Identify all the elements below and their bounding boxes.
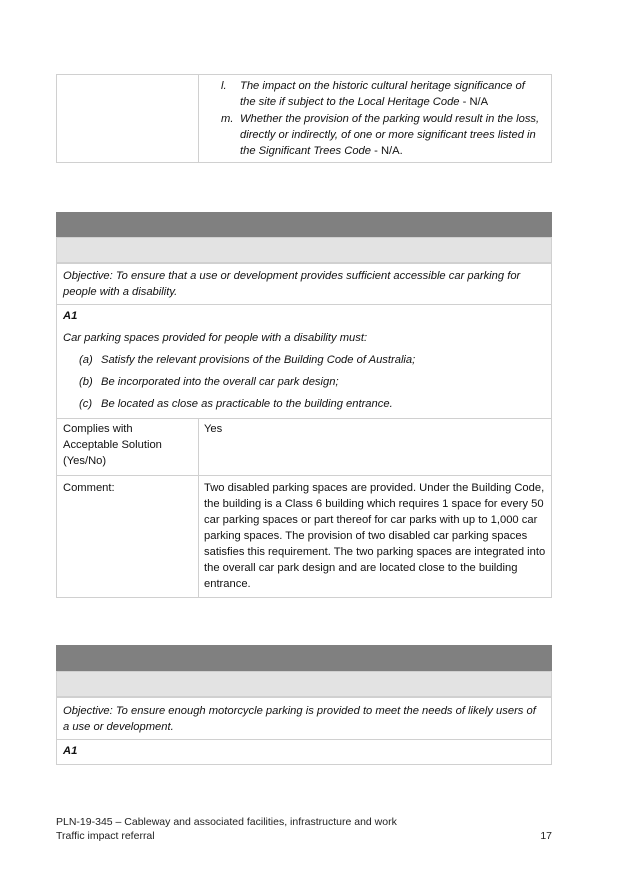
comment-value: Two disabled parking spaces are provided. Under the Building Code, the building is a Class 6 building which requires 1 space for every 50 car parking spaces or part thereof for car parks with up to 1,000 car parking spaces. The provision of two disabled car parking spaces satisfies this requirement. The two parking spaces are integrated into the overall car park design and are located close to the building entrance. <box>204 482 546 590</box>
list-marker: m. <box>221 113 234 125</box>
footer-line1: PLN-19-345 – Cableway and associated facilities, infrastructure and work <box>56 816 397 828</box>
list-text: The impact on the historic cultural heritage significance of the site if subject to the Local Heritage Code <box>240 80 525 108</box>
list-marker: (c) <box>79 398 93 410</box>
section1-header-dark <box>56 212 552 237</box>
section2-header-dark <box>56 645 552 671</box>
section2-objective <box>56 697 552 740</box>
section2-a1 <box>56 739 552 765</box>
section1-objective <box>56 263 552 305</box>
list-marker: (a) <box>79 354 93 366</box>
top-table <box>56 74 552 163</box>
section1-comment-row <box>56 475 552 598</box>
list-text: Be incorporated into the overall car park design; <box>101 376 339 388</box>
footer-line2: Traffic impact referral <box>56 830 155 842</box>
section1-header-light <box>56 237 552 263</box>
comment-label: Comment: <box>63 482 115 494</box>
complies-value: Yes <box>204 423 223 435</box>
objective-text: Objective: To ensure enough motorcycle parking is provided to meet the needs of likely users of a use or development. <box>63 705 536 733</box>
column-divider <box>198 419 199 475</box>
list-suffix: - N/A <box>459 96 489 108</box>
list-text: Be located as close as practicable to the building entrance. <box>101 398 393 410</box>
list-item <box>198 111 543 159</box>
page-number: 17 <box>540 830 552 842</box>
objective-text: Objective: To ensure that a use or development provides sufficient accessible car parking for people with a disability. <box>63 270 521 298</box>
list-suffix: - N/A. <box>371 145 403 157</box>
top-table-left-cell <box>57 75 199 162</box>
list-item <box>198 78 543 110</box>
a1-intro: Car parking spaces provided for people with a disability must: <box>63 332 368 344</box>
list-marker: (b) <box>79 376 93 388</box>
section1-a1 <box>56 304 552 419</box>
section2-table <box>56 645 552 765</box>
list-text: Whether the provision of the parking would result in the loss, directly or indirectly, of one or more significant trees listed in the Significant Trees Code <box>240 113 540 157</box>
footer <box>56 815 552 843</box>
section1-table <box>56 212 552 598</box>
section2-header-light <box>56 671 552 697</box>
section1-complies-row <box>56 418 552 476</box>
column-divider <box>198 476 199 597</box>
a1-label: A1 <box>63 310 78 322</box>
list-marker: l. <box>221 80 227 92</box>
a1-label: A1 <box>63 745 78 757</box>
list-text: Satisfy the relevant provisions of the Building Code of Australia; <box>101 354 416 366</box>
complies-label: Complies with Acceptable Solution (Yes/No) <box>63 423 162 467</box>
